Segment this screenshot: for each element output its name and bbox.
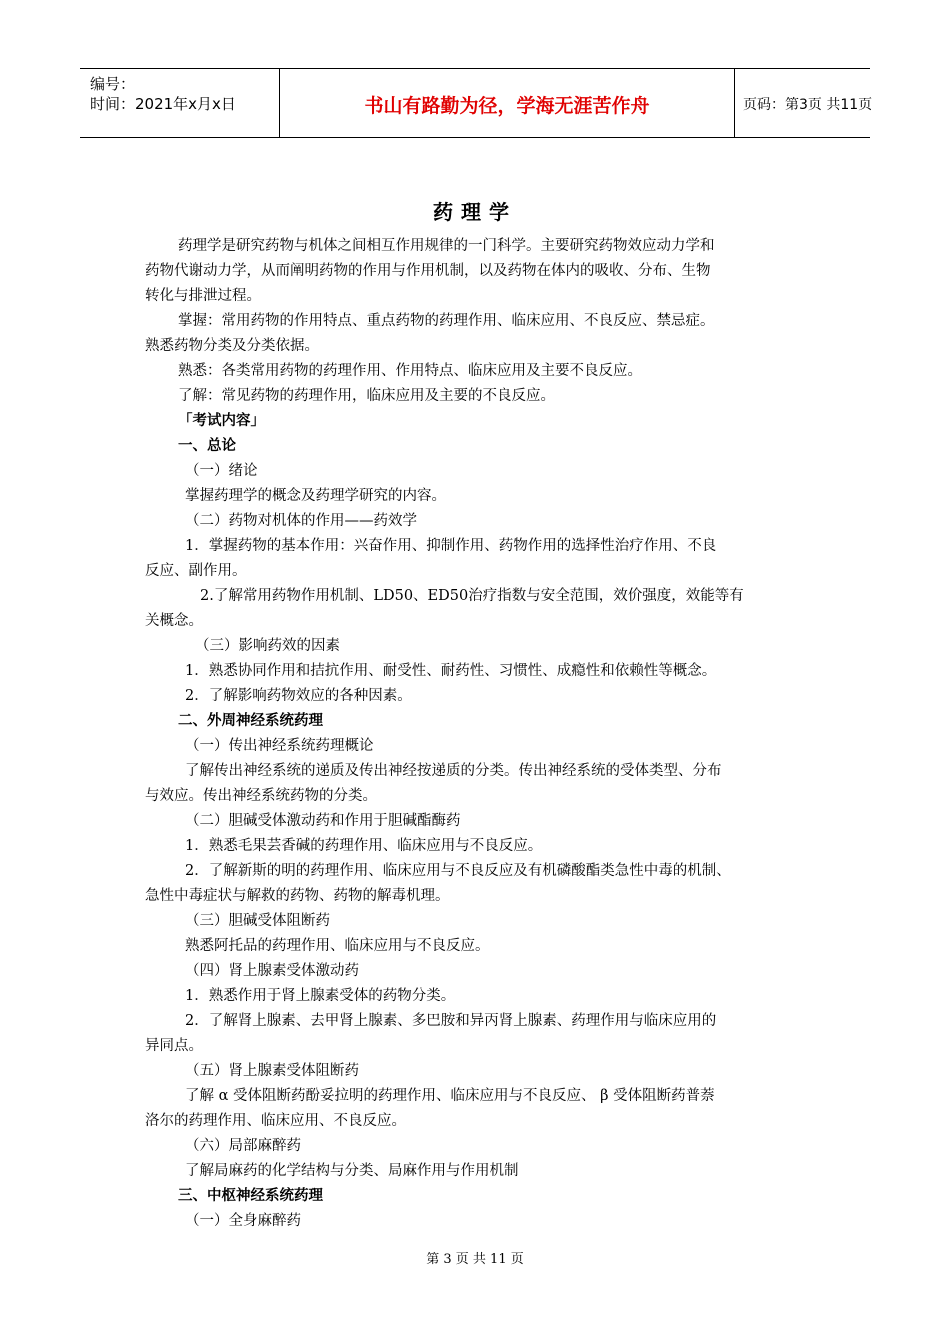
section-heading: 二、外周神经系统药理 bbox=[178, 713, 323, 729]
header-motto-cell bbox=[280, 69, 735, 137]
body-text-line: 2．了解肾上腺素、去甲肾上腺素、多巴胺和异丙肾上腺素、药理作用与临床应用的 bbox=[185, 1013, 717, 1029]
body-text-line: 了解：常见药物的药理作用，临床应用及主要的不良反应。 bbox=[178, 388, 555, 404]
body-text-line: （三）胆碱受体阻断药 bbox=[185, 913, 330, 929]
body-text-line: 了解 α 受体阻断药酚妥拉明的药理作用、临床应用与不良反应、 β 受体阻断药普萘 bbox=[185, 1088, 715, 1104]
body-text-line: （二）胆碱受体激动药和作用于胆碱酯酶药 bbox=[185, 813, 461, 829]
body-text-line: 与效应。传出神经系统药物的分类。 bbox=[145, 788, 377, 804]
page-header bbox=[80, 68, 873, 138]
number-label: 编号： bbox=[90, 75, 136, 93]
body-text-line: 1．熟悉毛果芸香碱的药理作用、临床应用与不良反应。 bbox=[185, 838, 543, 854]
motto: 书山有路勤为径，学海无涯苦作舟 bbox=[364, 95, 650, 117]
section-heading: 一、总论 bbox=[178, 438, 236, 454]
body-text-line: 1．掌握药物的基本作用：兴奋作用、抑制作用、药物作用的选择性治疗作用、不良 bbox=[185, 538, 717, 554]
body-text-line: （五）肾上腺素受体阻断药 bbox=[185, 1063, 359, 1079]
body-text-line: 掌握药理学的概念及药理学研究的内容。 bbox=[185, 488, 446, 504]
page-footer: 第 3 页 共 11 页 bbox=[426, 1252, 524, 1267]
header-page-cell bbox=[735, 69, 873, 137]
body-text-line: 反应、副作用。 bbox=[145, 563, 247, 579]
body-text-line: 药物代谢动力学，从而阐明药物的作用与作用机制，以及药物在体内的吸收、分布、生物 bbox=[145, 263, 711, 279]
body-text-line: 熟悉：各类常用药物的药理作用、作用特点、临床应用及主要不良反应。 bbox=[178, 363, 642, 379]
body-text-line: 了解传出神经系统的递质及传出神经按递质的分类。传出神经系统的受体类型、分布 bbox=[185, 763, 722, 779]
body-text-line: 2．了解影响药物效应的各种因素。 bbox=[185, 688, 412, 704]
body-text-line: 关概念。 bbox=[145, 613, 203, 629]
header-info-cell bbox=[80, 69, 280, 137]
section-heading: 「考试内容」 bbox=[178, 413, 265, 429]
body-text-line: （一）传出神经系统药理概论 bbox=[185, 738, 374, 754]
body-text-line: 急性中毒症状与解救的药物、药物的解毒机理。 bbox=[145, 888, 450, 904]
body-text-line: 2．了解新斯的明的药理作用、临床应用与不良反应及有机磷酸酯类急性中毒的机制、 bbox=[185, 863, 731, 879]
body-text-line: 异同点。 bbox=[145, 1038, 203, 1054]
time-label: 时间：2021年x月x日 bbox=[90, 95, 236, 113]
body-text-line: 了解局麻药的化学结构与分类、局麻作用与作用机制 bbox=[185, 1163, 519, 1179]
body-text-line: 2.了解常用药物作用机制、LD50、ED50治疗指数与安全范围，效价强度，效能等有 bbox=[200, 588, 744, 604]
body-text-line: 掌握：常用药物的作用特点、重点药物的药理作用、临床应用、不良反应、禁忌症。 bbox=[178, 313, 715, 329]
document-title: 药理学 bbox=[433, 200, 517, 224]
body-text-line: 1．熟悉协同作用和拮抗作用、耐受性、耐药性、习惯性、成瘾性和依赖性等概念。 bbox=[185, 663, 717, 679]
body-text-line: 洛尔的药理作用、临床应用、不良反应。 bbox=[145, 1113, 406, 1129]
page-info: 页码：第3页 共11页 bbox=[743, 97, 873, 113]
body-text-line: （六）局部麻醉药 bbox=[185, 1138, 301, 1154]
body-text-line: （一）全身麻醉药 bbox=[185, 1213, 301, 1229]
body-text-line: （一）绪论 bbox=[185, 463, 258, 479]
body-text-line: 熟悉阿托品的药理作用、临床应用与不良反应。 bbox=[185, 938, 490, 954]
body-text-line: （二）药物对机体的作用——药效学 bbox=[185, 513, 417, 529]
body-text-line: 转化与排泄过程。 bbox=[145, 288, 261, 304]
body-text-line: 熟悉药物分类及分类依据。 bbox=[145, 338, 319, 354]
body-text-line: （四）肾上腺素受体激动药 bbox=[185, 963, 359, 979]
body-text-line: 1．熟悉作用于肾上腺素受体的药物分类。 bbox=[185, 988, 456, 1004]
body-text-line: 药理学是研究药物与机体之间相互作用规律的一门科学。主要研究药物效应动力学和 bbox=[178, 238, 715, 254]
section-heading: 三、中枢神经系统药理 bbox=[178, 1188, 323, 1204]
body-text-line: （三）影响药效的因素 bbox=[195, 638, 340, 654]
